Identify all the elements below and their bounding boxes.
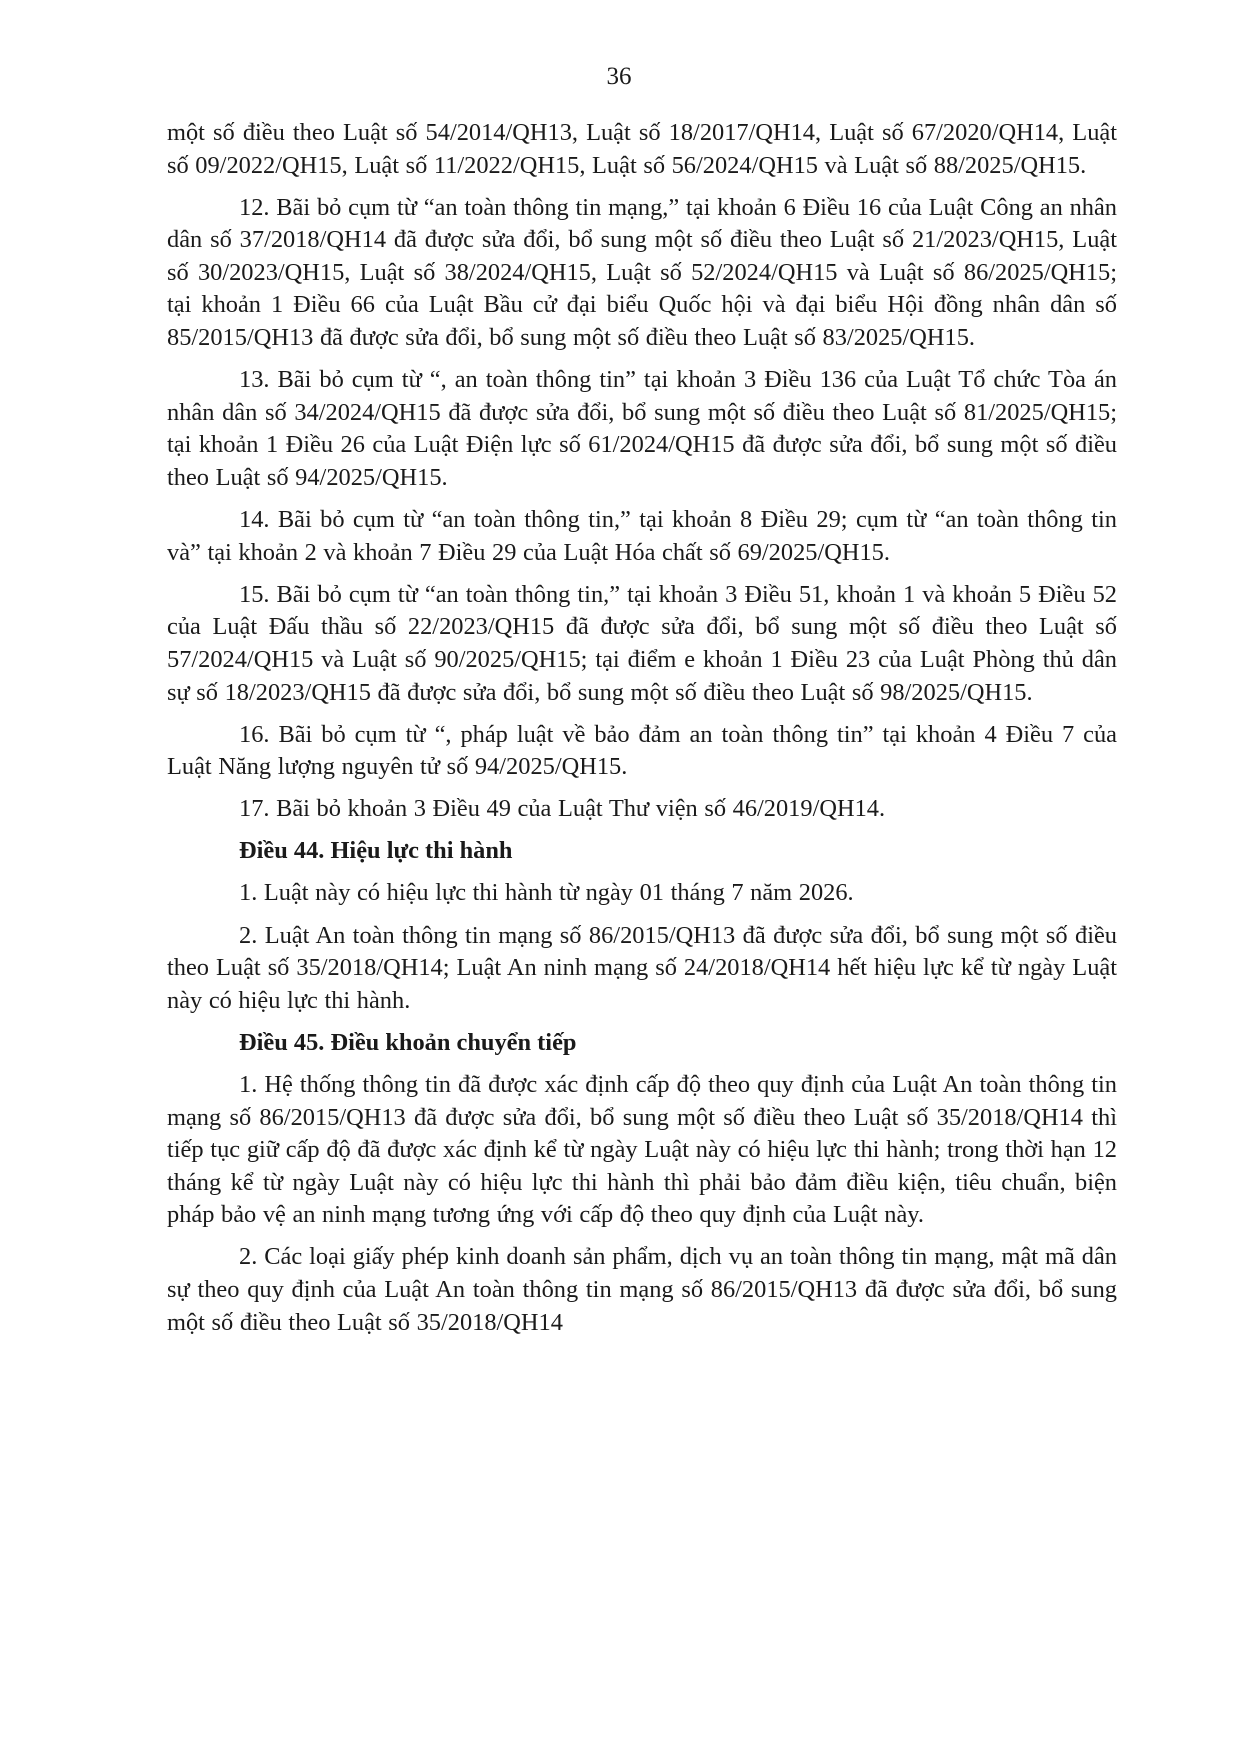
article-45-clause-1: 1. Hệ thống thông tin đã được xác định cấp độ theo quy định của Luật An toàn thông tin mạng số 86/2015/QH13 đã được sửa đổi, bổ sung một số điều theo Luật số 35/2018/QH14 thì tiếp tục giữ cấp độ đã được xác định kể từ ngày Luật này có hiệu lực thi hành; trong thời hạn 12 tháng kể từ ngày Luật này có hiệu lực thi hành thì phải bảo đảm điều kiện, tiêu chuẩn, biện pháp bảo vệ an ninh mạng tương ứng với cấp độ theo quy định của Luật này.: [167, 1070, 1117, 1229]
page-number: 36: [606, 63, 632, 90]
article-44-clause-1: 1. Luật này có hiệu lực thi hành từ ngày 01 tháng 7 năm 2026.: [239, 879, 854, 907]
article-45-heading: Điều 45. Điều khoản chuyển tiếp: [239, 1028, 577, 1056]
paragraph-item-16: 16. Bãi bỏ cụm từ “, pháp luật về bảo đảm an toàn thông tin” tại khoản 4 Điều 7 của Luật Năng lượng nguyên tử số 94/2025/QH15.: [167, 720, 1117, 781]
paragraph-item-17: 17. Bãi bỏ khoản 3 Điều 49 của Luật Thư viện số 46/2019/QH14.: [239, 795, 886, 823]
paragraph-item-14: 14. Bãi bỏ cụm từ “an toàn thông tin,” tại khoản 8 Điều 29; cụm từ “an toàn thông tin và” tại khoản 2 và khoản 7 Điều 29 của Luật Hóa chất số 69/2025/QH15.: [167, 506, 1117, 566]
article-45-clause-2: 2. Các loại giấy phép kinh doanh sản phẩm, dịch vụ an toàn thông tin mạng, mật mã dân sự theo quy định của Luật An toàn thông tin mạng số 86/2015/QH13 đã được sửa đổi, bổ sung một số điều theo Luật số 35/2018/QH14: [167, 1243, 1117, 1336]
document-body: [167, 117, 1117, 1349]
paragraph-item-13: 13. Bãi bỏ cụm từ “, an toàn thông tin” tại khoản 3 Điều 136 của Luật Tổ chức Tòa án nhân dân số 34/2024/QH15 đã được sửa đổi, bổ sung một số điều theo Luật số 81/2025/QH15; tại khoản 1 Điều 26 của Luật Điện lực số 61/2024/QH15 đã được sửa đổi, bổ sung một số điều theo Luật số 94/2025/QH15.: [167, 366, 1117, 491]
article-44-heading: Điều 44. Hiệu lực thi hành: [239, 837, 513, 865]
paragraph-continuation: một số điều theo Luật số 54/2014/QH13, Luật số 18/2017/QH14, Luật số 67/2020/QH14, Luật số 09/2022/QH15, Luật số 11/2022/QH15, Luật số 56/2024/QH15 và Luật số 88/2025/QH15.: [167, 119, 1117, 179]
paragraph-item-15: 15. Bãi bỏ cụm từ “an toàn thông tin,” tại khoản 3 Điều 51, khoản 1 và khoản 5 Điều 52 của Luật Đấu thầu số 22/2023/QH15 đã được sửa đổi, bổ sung một số điều theo Luật số 57/2024/QH15 và Luật số 90/2025/QH15; tại điểm e khoản 1 Điều 23 của Luật Phòng thủ dân sự số 18/2023/QH15 đã được sửa đổi, bổ sung một số điều theo Luật số 98/2025/QH15.: [167, 580, 1117, 706]
paragraph-item-12: 12. Bãi bỏ cụm từ “an toàn thông tin mạng,” tại khoản 6 Điều 16 của Luật Công an nhân dân số 37/2018/QH14 đã được sửa đổi, bổ sung một số điều theo Luật số 21/2023/QH15, Luật số 30/2023/QH15, Luật số 38/2024/QH15, Luật số 52/2024/QH15 và Luật số 86/2025/QH15; tại khoản 1 Điều 66 của Luật Bầu cử đại biểu Quốc hội và đại biểu Hội đồng nhân dân số 85/2015/QH13 đã được sửa đổi, bổ sung một số điều theo Luật số 83/2025/QH15.: [167, 193, 1117, 352]
article-44-clause-2: 2. Luật An toàn thông tin mạng số 86/2015/QH13 đã được sửa đổi, bổ sung một số điều theo Luật số 35/2018/QH14; Luật An ninh mạng số 24/2018/QH14 hết hiệu lực kể từ ngày Luật này có hiệu lực thi hành.: [167, 921, 1117, 1014]
